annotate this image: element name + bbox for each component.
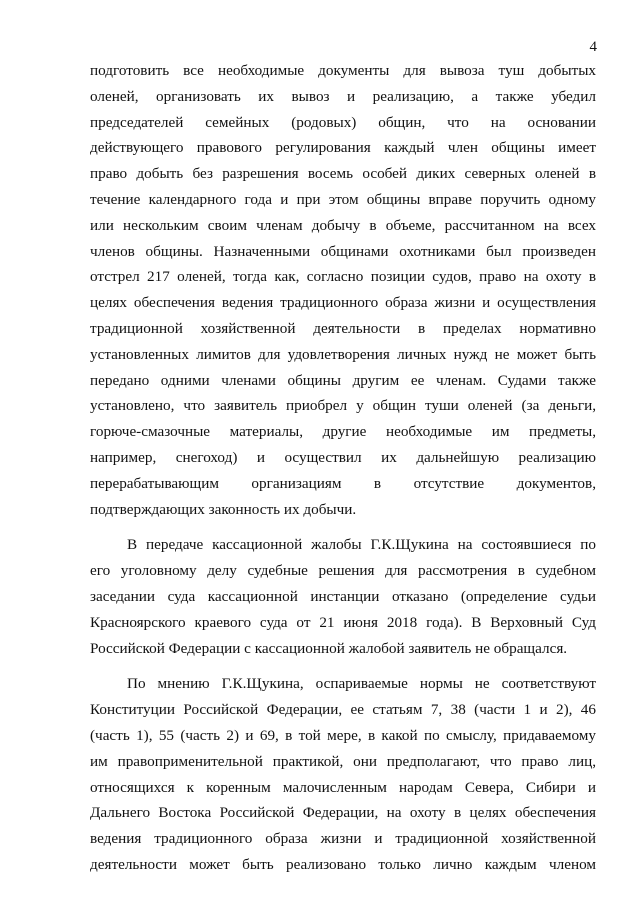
paragraph-gap — [90, 522, 596, 532]
text-line: (часть 1), 55 (часть 2) и 69, в той мере, в какой по смыслу, придаваемому — [90, 726, 596, 744]
text-line: течение календарного года и при этом общины вправе поручить одному — [90, 190, 596, 208]
text-line: установленных лимитов для удовлетворения личных нужд не может быть — [90, 345, 596, 363]
text-line: председателей семейных (родовых) общин, что на основании — [90, 113, 596, 131]
paragraph — [90, 58, 596, 522]
text-line: или нескольким своим членам добычу в объеме, рассчитанном на всех — [90, 216, 596, 234]
text-line: его уголовному делу судебные решения для рассмотрения в судебном — [90, 562, 596, 580]
text-line: ведения традиционного образа жизни и традиционной хозяйственной — [90, 830, 596, 848]
text-line: По мнению Г.К.Щукина, оспариваемые нормы не соответствуют — [127, 675, 596, 693]
text-line: деятельности может быть реализовано только лично каждым членом — [90, 855, 596, 873]
text-line: им правоприменительной практикой, они предполагают, что право лиц, — [90, 752, 596, 770]
text-line: целях обеспечения ведения традиционного образа жизни и осуществления — [90, 294, 596, 312]
text-line: членов общины. Назначенными общинами охотниками был произведен — [90, 242, 596, 260]
text-line: Дальнего Востока Российской Федерации, на охоту в целях обеспечения — [90, 804, 596, 822]
paragraph — [90, 671, 596, 877]
text-line: право добыть без разрешения восемь особей диких северных оленей в — [90, 165, 596, 183]
text-line: передано одними членами общины другим ее членам. Судами также — [90, 371, 596, 389]
paragraph — [90, 532, 596, 661]
text-line: например, снегоход) и осуществил их дальнейшую реализацию — [90, 448, 596, 466]
text-line: заседании суда кассационной инстанции отказано (определение судьи — [90, 587, 596, 605]
text-line: Конституции Российской Федерации, ее статьям 7, 38 (части 1 и 2), 46 — [90, 701, 596, 719]
text-line: Российской Федерации с кассационной жалобой заявитель не обращался. — [90, 639, 568, 657]
text-line: подтверждающих законность их добычи. — [90, 500, 357, 518]
text-line: оленей, организовать их вывоз и реализацию, а также убедил — [90, 87, 596, 105]
text-line: подготовить все необходимые документы для вывоза туш добытых — [90, 62, 596, 79]
page-number: 4 — [589, 39, 597, 55]
text-line: перерабатывающим организациям в отсутствие документов, — [90, 474, 596, 492]
text-line: горюче-смазочные материалы, другие необходимые им предметы, — [90, 423, 596, 441]
text-line: действующего правового регулирования каждый член общины имеет — [90, 139, 596, 157]
document-body — [90, 58, 596, 878]
paragraph-gap — [90, 661, 596, 671]
text-line: В передаче кассационной жалобы Г.К.Щукина на состоявшиеся по — [127, 536, 596, 554]
text-line: относящихся к коренным малочисленным народам Севера, Сибири и — [90, 778, 596, 796]
text-line: традиционной хозяйственной деятельности в пределах нормативно — [90, 319, 596, 337]
text-line: установлено, что заявитель приобрел у общин туши оленей (за деньги, — [90, 397, 596, 415]
text-line: Красноярского краевого суда от 21 июня 2018 года). В Верховный Суд — [90, 613, 596, 631]
text-line: отстрел 217 оленей, тогда как, согласно позиции судов, право на охоту в — [90, 268, 596, 286]
